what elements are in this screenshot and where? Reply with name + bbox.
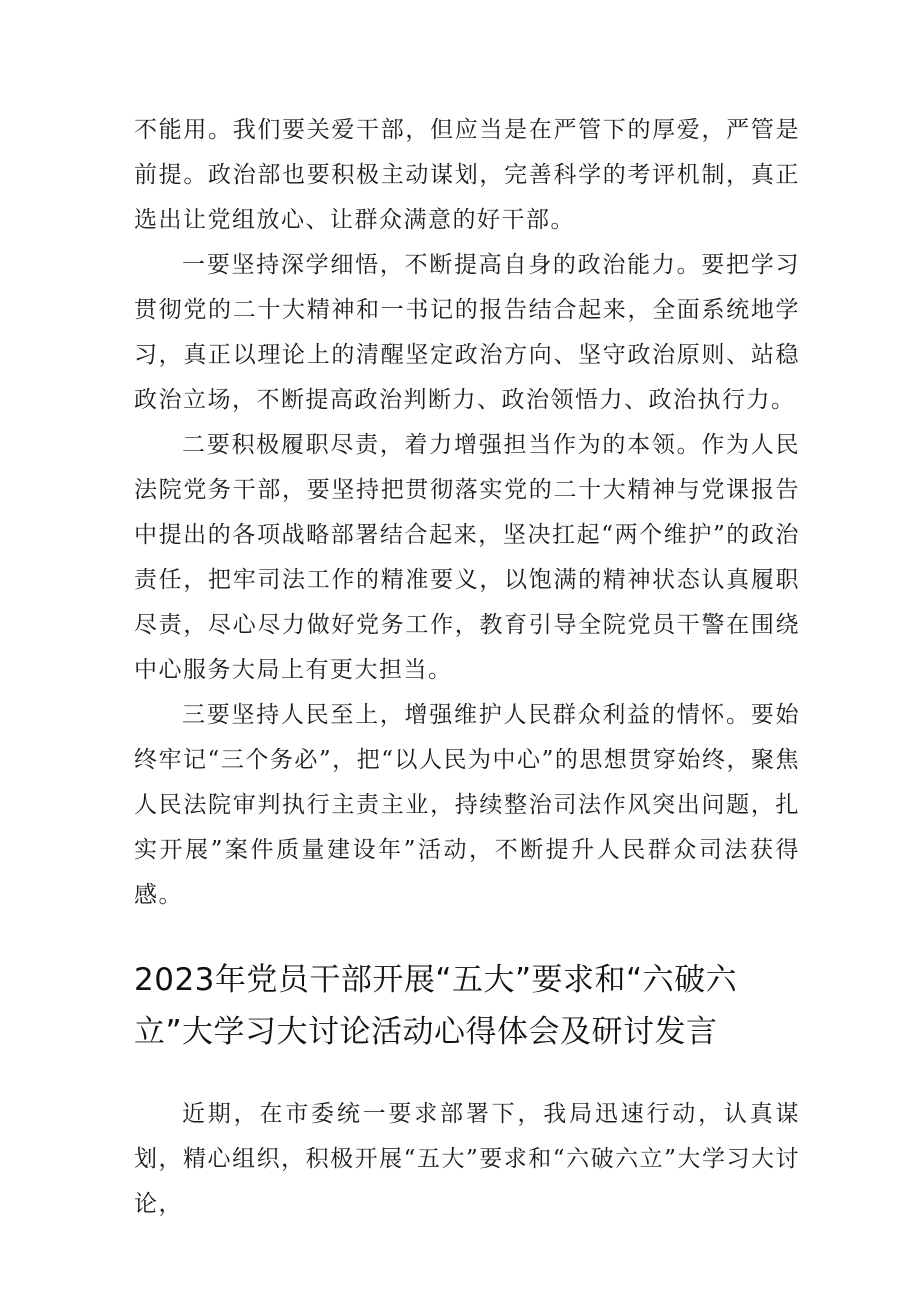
point-paragraph-1: 一要坚持深学细悟，不断提高自身的政治能力。要把学习贯彻党的二十大精神和一书记的报告结合起来，全面系统地学习，真正以理论上的清醒坚定政治方向、坚守政治原则、站稳政治立场，不断提高政治判断力、政治领悟力、政治执行力。 [134,252,800,413]
point-paragraph-3: 三要坚持人民至上，增强维护人民群众利益的情怀。要始终牢记“三个务必”，把“以人民为中心”的思想贯穿始终，聚焦人民法院审判执行主责主业，持续整治司法作风突出问题，扎实开展”案件质量建设年”活动，不断提升人民群众司法获得感。 [134,702,800,908]
document-page [134,108,800,1227]
point-paragraph-2: 二要积极履职尽责，着力增强担当作为的本领。作为人民法院党务干部，要坚持把贯彻落实党的二十大精神与党课报告中提出的各项战略部署结合起来，坚决扛起“两个维护”的政治责任，把牢司法工作的精准要义，以饱满的精神状态认真履职尽责，尽心尽力做好党务工作，教育引导全院党员干警在围绕中心服务大局上有更大担当。 [134,432,800,683]
section-intro-paragraph: 近期，在市委统一要求部署下，我局迅速行动，认真谋划，精心组织，积极开展“五大”要求和“六破六立”大学习大讨论， [134,1101,800,1217]
continuation-paragraph: 不能用。我们要关爱干部，但应当是在严管下的厚爱，严管是前提。政治部也要积极主动谋划，完善科学的考评机制，真正选出让党组放心、让群众满意的好干部。 [134,117,800,233]
section-title: 2023年党员干部开展“五大”要求和“六破六立”大学习大讨论活动心得体会及研讨发言 [134,962,738,1050]
